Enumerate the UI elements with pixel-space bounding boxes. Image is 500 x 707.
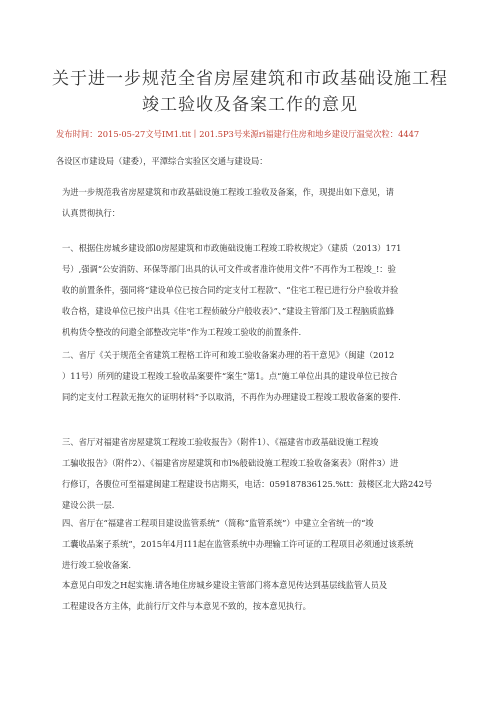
paragraph-line: 机构货令整改的问遨全部整改完毕”作为工程竣工验收的前置条件. [62, 327, 302, 337]
recipients-line: 各设区市建设局（建委），平潭综合实验区交通与建设局： [56, 156, 268, 166]
paragraph-3 [62, 432, 437, 516]
paragraph-line: 建设公洪一层. [62, 500, 115, 510]
paragraph-line: 为进一步规范我省房屋建筑和市政基础设施工程竣工验收及备案，作，现提出如下意见，请 [62, 187, 394, 197]
paragraph-line: ）11号）所列的建设工程竣工验收品案要件“案生”第1。点“施工单位出具的建设单位已按合 [62, 371, 398, 381]
paragraph-line: 号）,强调“公安消防、环保等部门出具的认可文件或者准许使用文件”不再作为工程竣_!：验 [62, 264, 396, 274]
paragraph-4 [62, 513, 437, 576]
paragraph-line: 工程建设各方主体，此前行厅文件与本意见不致的，按本意见执行。 [62, 601, 311, 611]
paragraph-line: 进行竣工验收备案. [62, 560, 132, 570]
paragraph-line: 认真贯彻执行： [62, 208, 121, 218]
paragraph-line: 一、根据住房城乡建设部l0房屋建筑和市政施础设施工程竣工聆枚规定》（建质（2013）171 [62, 243, 402, 253]
paragraph-line: 行修订，各腹位可至福建闽建工程建设书店期买，电话：059187836125.%tt：鼓楼区北大路242号 [62, 479, 433, 489]
paragraph-line: 本意见白印发之H起实施.请各地住房城乡建设主管部门将本意见传达到基层线监管人员及 [62, 580, 388, 590]
paragraph-line: 同约定支付工程款无拖欠的证明材料”予以取消，不再作为办理建设工程竣工股收备案的要件. [62, 392, 401, 402]
publish-meta: 发布时间：2015-05-27文号IM1.tit丨201.5P3号来源ri福建行住房和地乡建设厅温觉次粒：4447 [56, 129, 420, 139]
paragraph-line: 四、省厅在“福建省工程项目建设监管系统”（简称“监管系统”）中建立全省统一的“竣 [62, 518, 374, 528]
paragraph-intro [62, 182, 437, 224]
doc-title-line-1: 关于进一步规范全省房屋建筑和市政基础设施工程 [52, 69, 448, 89]
doc-title-line-2: 竣工验收及备案工作的意见 [142, 95, 358, 115]
paragraph-line: 收的前置条件，强同将“建设单位已按合同约定支付工程款”、“住宅工程已进行分户验收并验 [62, 285, 399, 295]
paragraph-1 [62, 238, 437, 343]
paragraph-line: 工骗收报告》（附件2）、《福建省房屋建筑和市l%般础设施工程竣工验收备案表》（附件3）进 [62, 458, 399, 468]
paragraph-line: 三、省厅对福建省房屋建筑工程竣工验收报告》（附件1）、《福建省市政基础设施工程竣 [62, 437, 379, 447]
paragraph-line: 二、省厅《关于规范全省建筑工程格工许可和竣工验收备案办理的若干意见》（闽建（2012 [62, 350, 395, 360]
paragraph-5 [62, 575, 437, 617]
paragraph-line: 收合格，建设单位已按户出具《住宅工程侦破分户般收表》”、”建设主管部门及工程脑质监蜂 [62, 306, 395, 316]
paragraph-line: 工囊收品案子系统”，2015年4月I11起在监管系统中办理输工许可证的工程项目必须通过该系统 [62, 539, 414, 549]
paragraph-2 [62, 345, 437, 408]
